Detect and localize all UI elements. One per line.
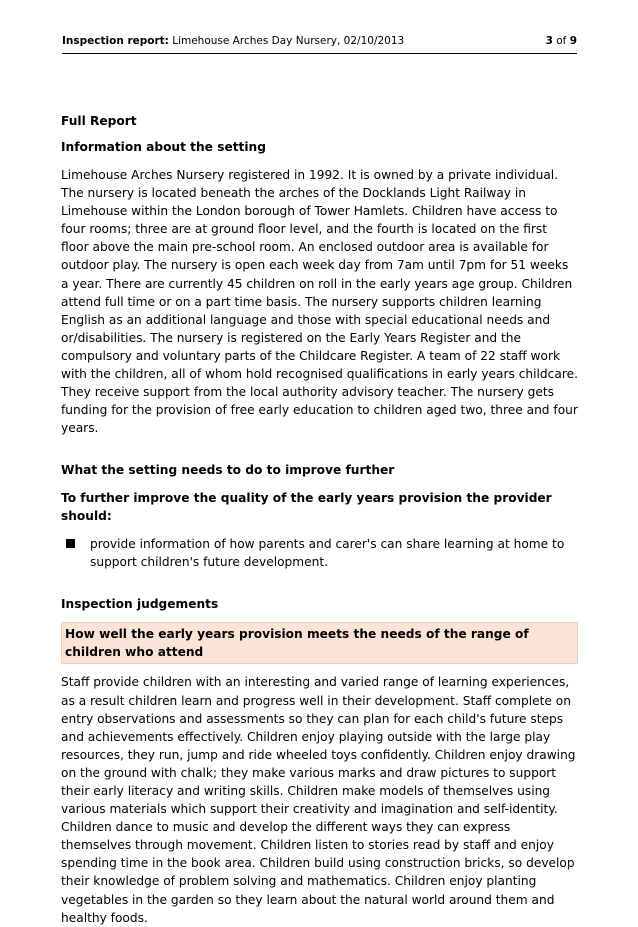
- page-total: 9: [569, 35, 577, 47]
- full-report-heading: Full Report: [61, 114, 137, 128]
- report-label: Inspection report:: [62, 35, 169, 47]
- page-header: [62, 35, 577, 49]
- report-title: [62, 35, 404, 47]
- header-divider: [62, 53, 577, 54]
- page-of: of: [552, 35, 570, 47]
- further-improve-heading: To further improve the quality of the early years provision the provider should:: [61, 491, 552, 524]
- judgement-box-heading: How well the early years provision meets the needs of the range of children who attend: [65, 627, 529, 660]
- page-number: 3: [545, 35, 553, 47]
- judgement-paragraph: Staff provide children with an interesting and varied range of learning experiences, as a result children learn and progress well in their development. Staff complete on entry observations and assessments so they can plan for each child's future steps and achievements effectively. Children enjoy playing outside with the large play resources, they run, jump and ride wheeled toys confidently. Children enjoy drawing on the ground with chalk; they make various marks and draw pictures to support their early literacy and writing skills. Children make models of themselves using various materials which support their creativity and imagination and self-identity. Children dance to music and develop the different ways they can express themselves through movement. Children listen to stories read by staff and enjoy spending time in the book area. Children build using construction bricks, so develop their knowledge of problem solving and mathematics. Children enjoy planting vegetables in the garden so they learn about the natural world around them and healthy foods.: [61, 675, 576, 925]
- page-counter: [546, 35, 577, 47]
- info-heading: Information about the setting: [61, 140, 266, 154]
- bullet-text: provide information of how parents and carer's can share learning at home to support children's future development.: [90, 537, 565, 570]
- square-bullet-icon: [66, 539, 75, 548]
- judgement-box: [61, 622, 578, 664]
- report-body: [61, 112, 578, 927]
- list-item: [61, 535, 578, 571]
- judgements-heading: Inspection judgements: [61, 597, 219, 612]
- improve-heading: What the setting needs to do to improve further: [61, 463, 395, 478]
- report-name: Limehouse Arches Day Nursery, 02/10/2013: [168, 35, 405, 47]
- info-paragraph: Limehouse Arches Nursery registered in 1992. It is owned by a private individual. The nursery is located beneath the arches of the Docklands Light Railway in Limehouse within the London borough of Tower Hamlets. Children have access to four rooms; three are at ground floor level, and the fourth is located on the first floor above the main pre-school room. An enclosed outdoor area is available for outdoor play. The nursery is open each week day from 7am until 7pm for 51 weeks a year. There are currently 45 children on roll in the early years age group. Children attend full time or on a part time basis. The nursery supports children learning English as an additional language and those with special educational needs and or/disabilities. The nursery is registered on the Early Years Register and the compulsory and voluntary parts of the Childcare Register. A team of 22 staff work with the children, all of whom hold recognised qualifications in early years childcare. They receive support from the local authority advisory teacher. The nursery gets funding for the provision of free early education to children aged two, three and four years.: [61, 168, 578, 436]
